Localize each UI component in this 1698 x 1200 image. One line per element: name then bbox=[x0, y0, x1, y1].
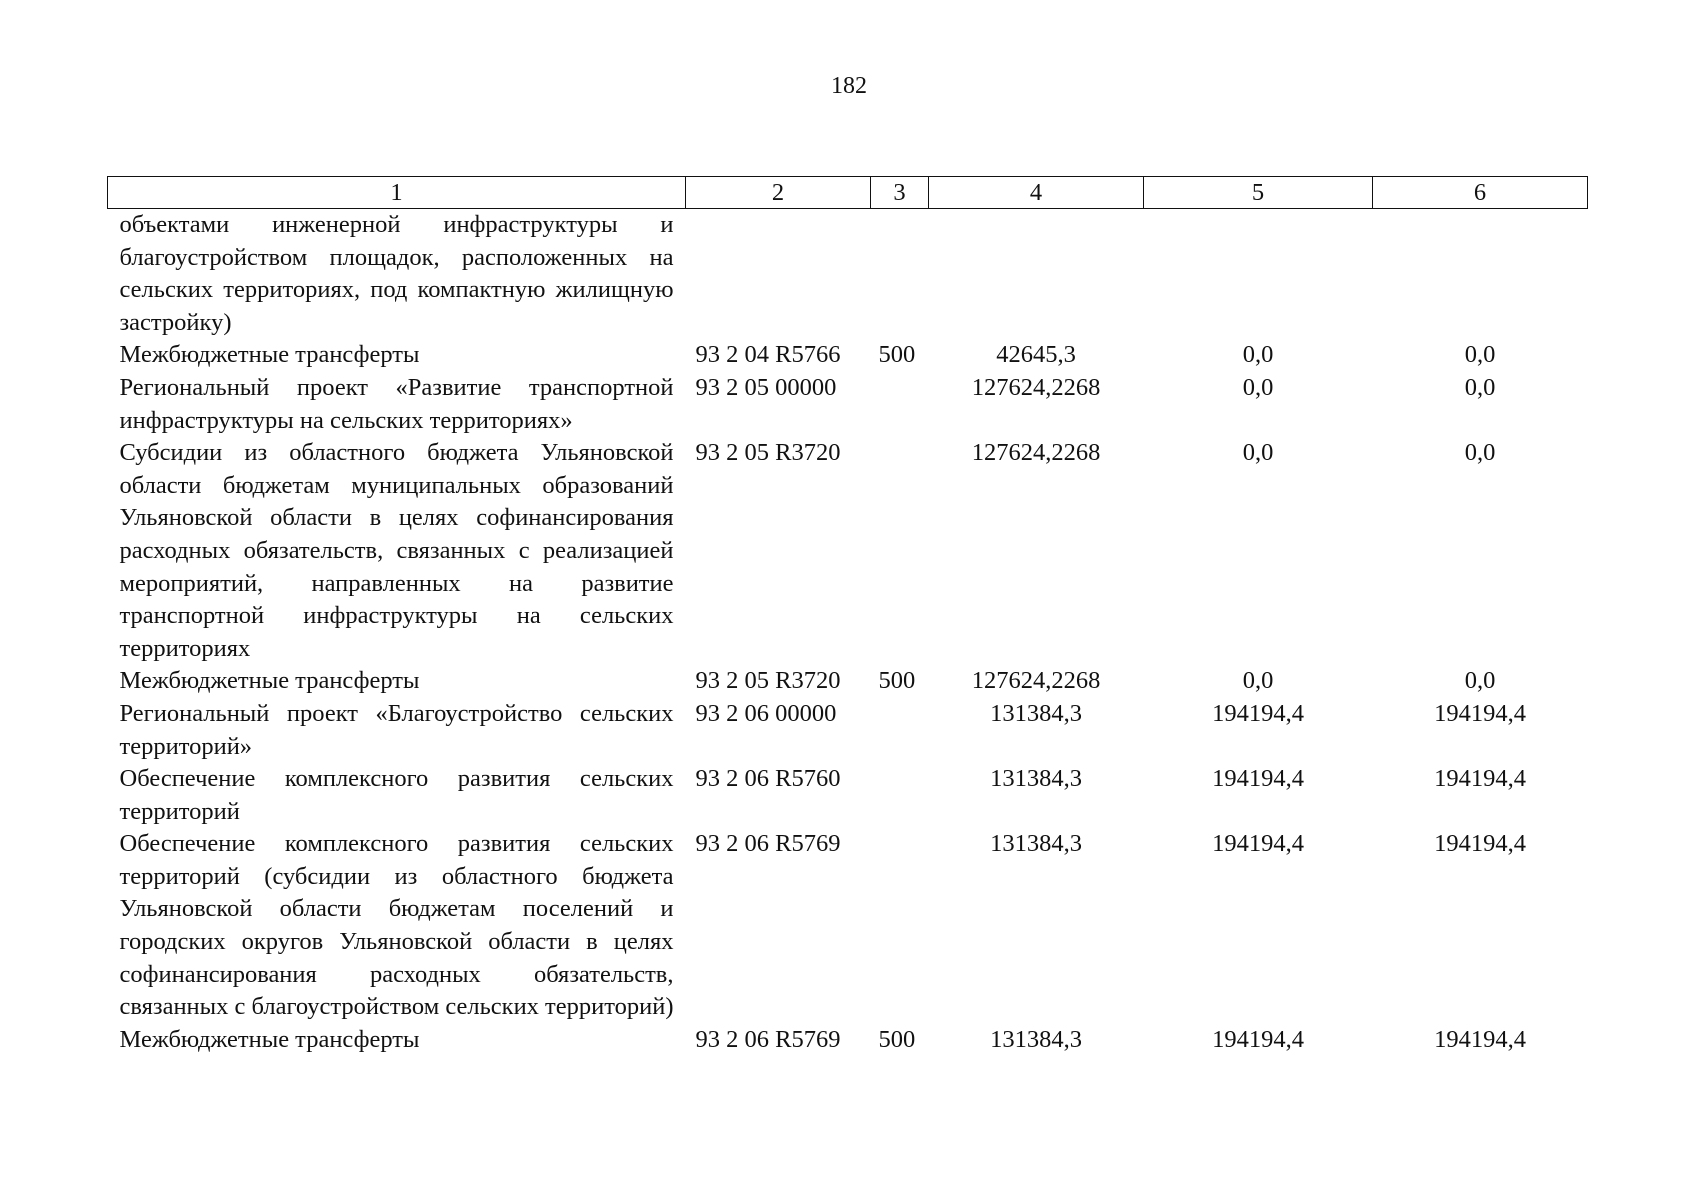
header-row bbox=[108, 177, 1588, 209]
table-header bbox=[108, 177, 1588, 209]
row-value-5 bbox=[1144, 209, 1373, 340]
row-name: объектами инженерной инфраструктуры и благоустройством площадок, расположенных на сельских территориях, под компактную жилищную застройку) bbox=[119, 211, 674, 336]
row-value-6: 0,0 bbox=[1464, 373, 1496, 401]
row-value-4 bbox=[929, 209, 1144, 340]
table-row bbox=[108, 339, 1588, 372]
table-row bbox=[108, 698, 1588, 763]
row-value-4: 127624,2268 bbox=[971, 667, 1101, 695]
row-code: 93 2 05 00000 bbox=[695, 373, 837, 401]
row-code: 93 2 05 R3720 bbox=[695, 439, 841, 467]
row-code: 93 2 06 00000 bbox=[695, 699, 837, 727]
column-header-2: 2 bbox=[686, 177, 871, 209]
row-name: Региональный проект «Развитие транспортной инфраструктуры на сельских территориях» bbox=[119, 373, 674, 434]
row-value-5: 0,0 bbox=[1242, 667, 1274, 695]
table-row bbox=[108, 1024, 1588, 1057]
row-value-5: 0,0 bbox=[1242, 373, 1274, 401]
table-row bbox=[108, 665, 1588, 698]
row-value-4: 131384,3 bbox=[990, 830, 1082, 858]
row-value-5: 194194,4 bbox=[1212, 765, 1304, 793]
row-expense-type bbox=[871, 209, 929, 340]
column-header-3: 3 bbox=[871, 177, 929, 209]
table-row bbox=[108, 437, 1588, 665]
row-value-6: 0,0 bbox=[1464, 439, 1496, 467]
row-value-5: 194194,4 bbox=[1212, 1025, 1304, 1053]
row-value-6: 194194,4 bbox=[1434, 1025, 1526, 1053]
table-body bbox=[108, 209, 1588, 1057]
row-value-5: 194194,4 bbox=[1212, 699, 1304, 727]
row-value-6 bbox=[1373, 209, 1588, 340]
column-header-6: 6 bbox=[1373, 177, 1588, 209]
table-row bbox=[108, 763, 1588, 828]
row-value-4: 127624,2268 bbox=[971, 373, 1101, 401]
row-name: Межбюджетные трансферты bbox=[119, 341, 420, 369]
row-name: Региональный проект «Благоустройство сельских территорий» bbox=[119, 699, 674, 760]
column-header-1: 1 bbox=[108, 177, 686, 209]
row-name: Обеспечение комплексного развития сельских территорий bbox=[119, 765, 674, 825]
row-expense-type: 500 bbox=[878, 667, 916, 695]
table-row bbox=[108, 372, 1588, 437]
row-value-5: 194194,4 bbox=[1212, 830, 1304, 858]
row-value-4: 131384,3 bbox=[990, 699, 1082, 727]
row-value-6: 194194,4 bbox=[1434, 830, 1526, 858]
row-value-4: 127624,2268 bbox=[971, 439, 1101, 467]
row-value-6: 0,0 bbox=[1464, 341, 1496, 369]
row-expense-type bbox=[871, 372, 929, 437]
row-expense-type bbox=[871, 437, 929, 665]
budget-table bbox=[107, 176, 1588, 1056]
row-code bbox=[686, 209, 871, 340]
row-value-6: 0,0 bbox=[1464, 667, 1496, 695]
row-code: 93 2 06 R5760 bbox=[695, 765, 841, 793]
row-value-4: 131384,3 bbox=[990, 765, 1082, 793]
row-value-6: 194194,4 bbox=[1434, 699, 1526, 727]
column-header-4: 4 bbox=[929, 177, 1144, 209]
row-name: Межбюджетные трансферты bbox=[119, 1025, 420, 1053]
row-code: 93 2 06 R5769 bbox=[695, 1025, 841, 1053]
row-name: Обеспечение комплексного развития сельских территорий (субсидии из областного бюджета Ульяновской области бюджетам поселений и городских округов Ульяновской области в целях софинансирования расходных обязательств, связанных с благоустройством сельских территорий) bbox=[119, 830, 674, 1021]
row-expense-type: 500 bbox=[878, 1025, 916, 1053]
row-name: Субсидии из областного бюджета Ульяновской области бюджетам муниципальных образований Ульяновской области в целях софинансирования расходных обязательств, связанных с реализацией мероприятий, направленных на развитие транспортной инфраструктуры на сельских территориях bbox=[119, 439, 674, 662]
row-value-4: 42645,3 bbox=[996, 341, 1076, 369]
row-expense-type bbox=[871, 828, 929, 1024]
row-value-6: 194194,4 bbox=[1434, 765, 1526, 793]
row-expense-type: 500 bbox=[878, 341, 916, 369]
row-code: 93 2 04 R5766 bbox=[695, 341, 841, 369]
row-expense-type bbox=[871, 763, 929, 828]
row-code: 93 2 06 R5769 bbox=[695, 830, 841, 858]
row-name: Межбюджетные трансферты bbox=[119, 667, 420, 695]
page-number: 182 bbox=[831, 73, 867, 99]
row-expense-type bbox=[871, 698, 929, 763]
row-value-4: 131384,3 bbox=[990, 1025, 1082, 1053]
table-row bbox=[108, 209, 1588, 340]
column-header-5: 5 bbox=[1144, 177, 1373, 209]
row-value-5: 0,0 bbox=[1242, 341, 1274, 369]
table-row bbox=[108, 828, 1588, 1024]
row-code: 93 2 05 R3720 bbox=[695, 667, 841, 695]
row-value-5: 0,0 bbox=[1242, 439, 1274, 467]
